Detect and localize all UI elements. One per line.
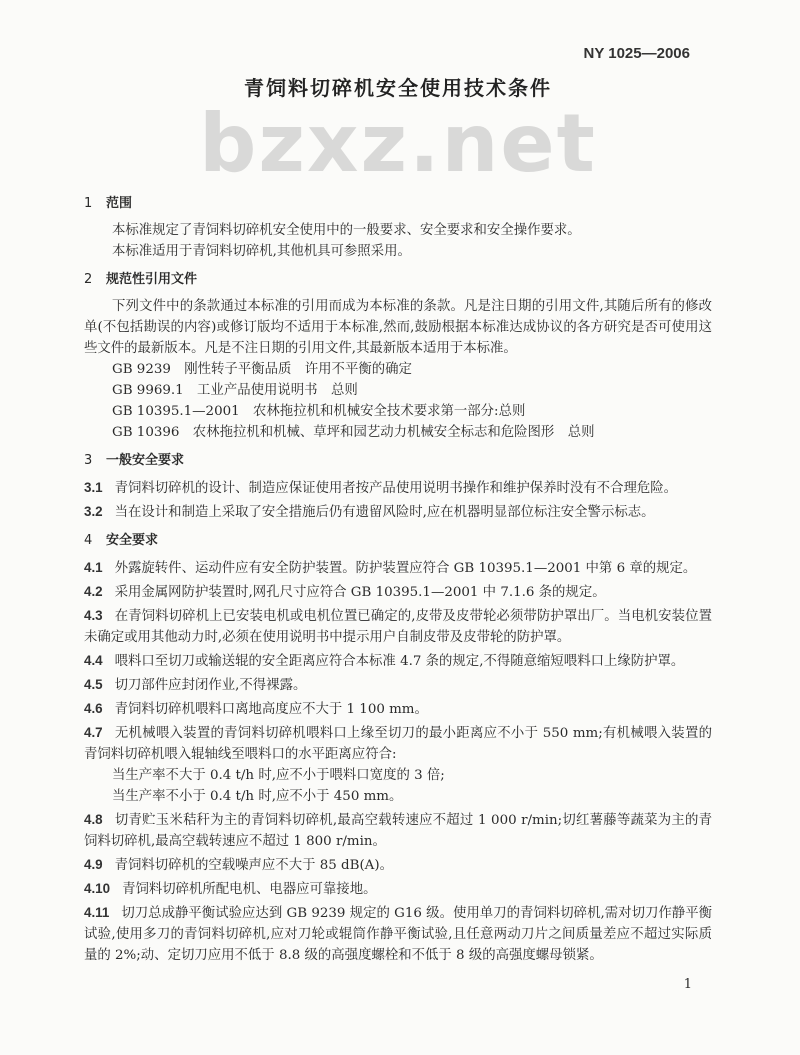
clause: 4.9 青饲料切碎机的空载噪声应不大于 85 dB(A)。 — [84, 857, 393, 873]
section-heading: 3 一般安全要求 — [84, 453, 185, 468]
document-title: 青饲料切碎机安全使用技术条件 — [244, 76, 552, 100]
clause: 3.1 青饲料切碎机的设计、制造应保证使用者按产品使用说明书操作和维护保养时没有不合理危险。 — [84, 480, 678, 496]
reference-item: GB 9239 刚性转子平衡品质 许用不平衡的确定 — [112, 362, 412, 377]
reference-item: GB 10395.1—2001 农林拖拉机和机械安全技术要求第一部分:总则 — [112, 404, 526, 419]
sub-item: 当生产率不大于 0.4 t/h 时,应不小于喂料口宽度的 3 倍; — [112, 768, 445, 783]
sub-item: 当生产率不小于 0.4 t/h 时,应不小于 450 mm。 — [112, 789, 403, 804]
clause: 4.1 外露旋转件、运动件应有安全防护装置。防护装置应符合 GB 10395.1—2001 中第 6 章的规定。 — [84, 560, 697, 576]
clause: 4.11 切刀总成静平衡试验应达到 GB 9239 规定的 G16 级。使用单刀的青饲料切碎机,需对切刀作静平衡试验,使用多刀的青饲料切碎机,应对刀轮或辊筒作静平衡试验,且任意两动刀片之间质量差应不超过实际质量的 2%;动、定切刀应用不低于 8.8 级的高强度螺栓和不低于 8 级的高强度螺母锁紧。 — [84, 905, 712, 963]
paragraph: 本标准规定了青饲料切碎机安全使用中的一般要求、安全要求和安全操作要求。 — [112, 223, 581, 238]
clause: 4.4 喂料口至切刀或输送辊的安全距离应符合本标准 4.7 条的规定,不得随意缩短喂料口上缘防护罩。 — [84, 653, 685, 669]
clause: 4.10 青饲料切碎机所配电机、电器应可靠接地。 — [84, 881, 377, 897]
clause: 3.2 当在设计和制造上采取了安全措施后仍有遗留风险时,应在机器明显部位标注安全警示标志。 — [84, 504, 655, 520]
paragraph: 下列文件中的条款通过本标准的引用而成为本标准的条款。凡是注日期的引用文件,其随后所有的修改单(不包括勘误的内容)或修订版均不适用于本标准,然而,鼓励根据本标准达成协议的各方研究是否可使用这些文件的最新版本。凡是不注日期的引用文件,其最新版本适用于本标准。 — [84, 299, 712, 356]
clause: 4.2 采用金属网防护装置时,网孔尺寸应符合 GB 10395.1—2001 中 7.1.6 条的规定。 — [84, 584, 606, 600]
clause: 4.7 无机械喂入装置的青饲料切碎机喂料口上缘至切刀的最小距离应不小于 550 mm;有机械喂入装置的青饲料切碎机喂入辊轴线至喂料口的水平距离应符合: — [84, 725, 712, 762]
clause: 4.5 切刀部件应封闭作业,不得裸露。 — [84, 677, 307, 693]
reference-item: GB 10396 农林拖拉机和机械、草坪和园艺动力机械安全标志和危险图形 总则 — [112, 425, 595, 440]
document-number: NY 1025—2006 — [583, 45, 690, 62]
clause: 4.8 切青贮玉米秸秆为主的青饲料切碎机,最高空载转速应不超过 1 000 r/min;切红薯藤等蔬菜为主的青饲料切碎机,最高空载转速应不超过 1 800 r/min。 — [84, 812, 712, 849]
paragraph: 本标准适用于青饲料切碎机,其他机具可参照采用。 — [112, 244, 411, 259]
section-heading: 1 范围 — [84, 196, 133, 211]
reference-item: GB 9969.1 工业产品使用说明书 总则 — [112, 383, 358, 398]
section-heading: 2 规范性引用文件 — [84, 272, 198, 287]
section-heading: 4 安全要求 — [84, 533, 159, 548]
page-number: 1 — [683, 977, 692, 992]
clause: 4.3 在青饲料切碎机上已安装电机或电机位置已确定的,皮带及皮带轮必须带防护罩出厂。当电机安装位置未确定或用其他动力时,必须在使用说明书中提示用户自制皮带及皮带轮的防护罩。 — [84, 608, 712, 645]
watermark: bzxz.net — [199, 97, 597, 190]
clause: 4.6 青饲料切碎机喂料口离地高度应不大于 1 100 mm。 — [84, 701, 428, 717]
